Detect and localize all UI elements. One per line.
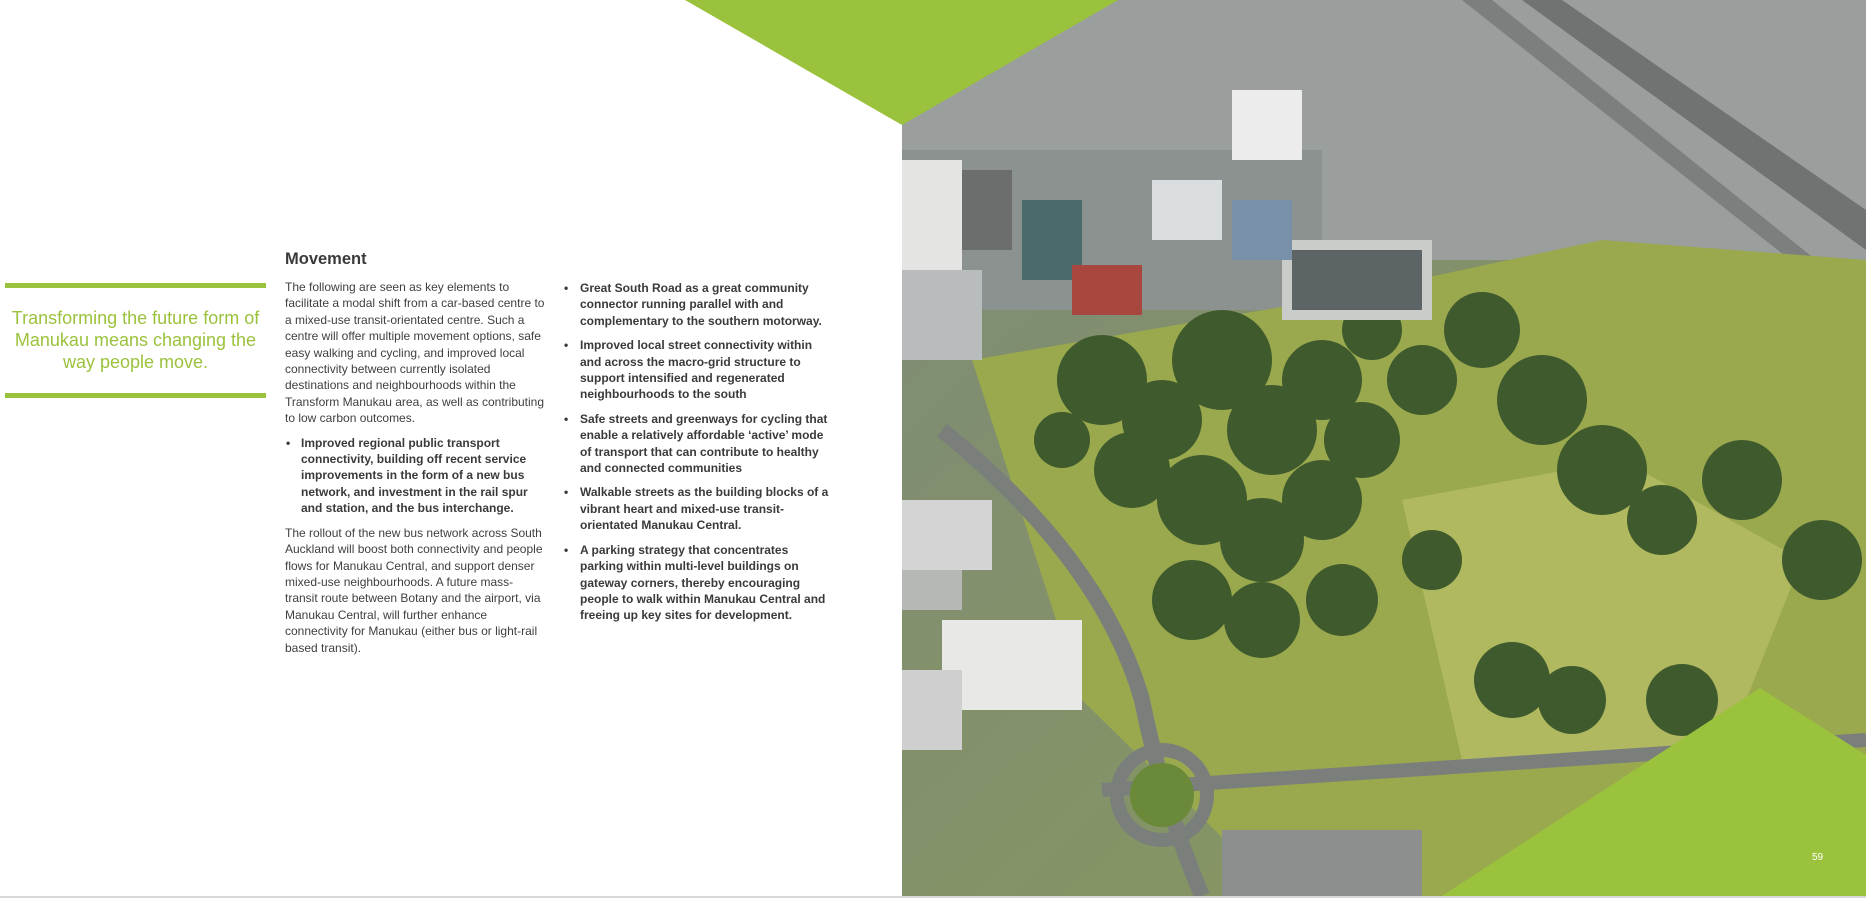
text-column-2 bbox=[563, 280, 833, 632]
bullet-icon: • bbox=[564, 281, 569, 295]
pull-quote bbox=[5, 283, 266, 398]
bullet-icon: • bbox=[286, 435, 291, 450]
list-item: • A parking strategy that concentrates parking within multi-level buildings on gateway corners, thereby encouraging people to walk within Manukau Central and freeing up key sites for development. bbox=[564, 542, 826, 623]
pull-quote-text: Transforming the future form of Manukau means changing the way people move. bbox=[11, 308, 260, 372]
list-item: • Improved regional public transport connectivity, building off recent service improvements in the form of a new bus network, and investment in the rail spur and station, and the bus interchange. bbox=[286, 435, 528, 516]
list-item: • Great South Road as a great community connector running parallel with and complementary to the southern motorway. bbox=[564, 281, 822, 328]
bullet-icon: • bbox=[564, 542, 569, 557]
list-item: • Walkable streets as the building blocks of a vibrant heart and mixed-use transit-orientated Manukau Central. bbox=[564, 485, 829, 533]
list-item: • Safe streets and greenways for cycling that enable a relatively affordable ‘active’ mode of transport that can contribute to healthy and connected communities bbox=[564, 411, 828, 476]
bullet-icon: • bbox=[564, 338, 569, 353]
section-heading: Movement bbox=[285, 250, 367, 268]
page-number: 59 bbox=[1812, 852, 1824, 863]
followup-paragraph: The rollout of the new bus network across South Auckland will boost both connectivity and people flows for Manukau Central, and support denser mixed-use neighbourhoods. A future mass-transit route between Botany and the airport, via Manukau Central, will further enhance connectivity for Manukau (either bus or light-rail based transit). bbox=[285, 525, 543, 655]
bullet-icon: • bbox=[564, 411, 569, 426]
list-item: • Improved local street connectivity within and across the macro-grid structure to support intensified and regenerated neighbourhoods to the south bbox=[564, 338, 813, 402]
col2-bullet-list bbox=[563, 280, 833, 624]
text-column-1 bbox=[285, 250, 545, 656]
col1-bullet-list bbox=[285, 435, 545, 517]
pull-quote-bottom-rule bbox=[5, 393, 266, 398]
intro-paragraph: The following are seen as key elements to facilitate a modal shift from a car-based centre to a mixed-use transit-orientated centre. Such a centre will offer multiple movement options, safe easy walking and cycling, and improved local connectivity between currently isolated destinations and neighbourhoods within the Transform Manukau area, as well as contributing to low carbon outcomes. bbox=[285, 280, 545, 426]
bullet-icon: • bbox=[564, 485, 569, 500]
